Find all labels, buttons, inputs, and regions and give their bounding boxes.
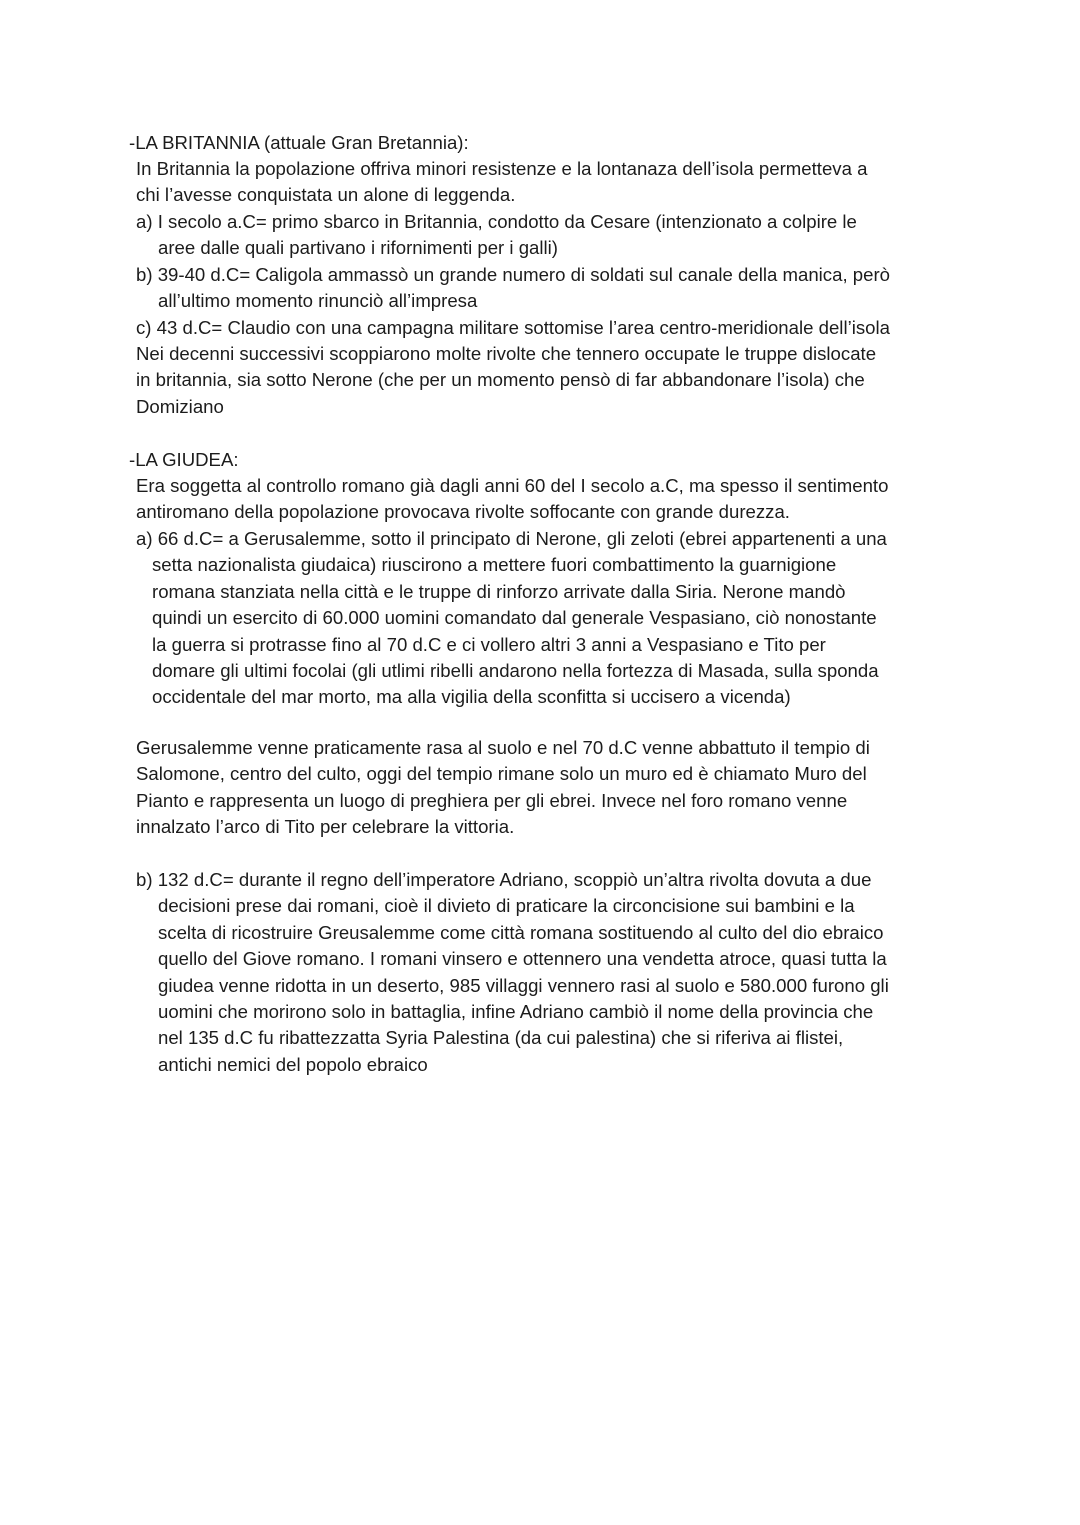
heading-text: -LA BRITANNIA (attuale Gran Bretannia): xyxy=(129,132,469,153)
list-item-line: domare gli ultimi focolai (gli utlimi ribelli andarono nella fortezza di Masada, sulla sponda xyxy=(152,659,879,681)
giudea-paragraph xyxy=(136,735,870,841)
list-item-line: b) 132 d.C= durante il regno dell’imperatore Adriano, scoppiò un’altra rivolta dovuta a due xyxy=(136,869,872,890)
britannia-item-b xyxy=(136,262,890,315)
list-item-line: quello del Giove romano. I romani vinsero e ottennero una vendetta atroce, quasi tutta la xyxy=(158,948,887,970)
text-line: Pianto e rappresenta un luogo di preghiera per gli ebrei. Invece nel foro romano venne xyxy=(136,789,848,811)
text-line: In Britannia la popolazione offriva minori resistenze e la lontanaza dell’isola permetteva a xyxy=(136,158,868,179)
list-item-line: c) 43 d.C= Claudio con una campagna militare sottomise l’area centro-meridionale dell’isola xyxy=(136,317,890,338)
giudea-heading xyxy=(129,447,239,473)
text-line: Gerusalemme venne praticamente rasa al suolo e nel 70 d.C venne abbattuto il tempio di xyxy=(136,737,870,758)
list-item-line: nel 135 d.C fu ribattezzatta Syria Palestina (da cui palestina) che si riferiva ai flistei, xyxy=(158,1027,844,1049)
text-line: innalzato l’arco di Tito per celebrare la vittoria. xyxy=(136,816,515,838)
text-line: Era soggetta al controllo romano già dagli anni 60 del I secolo a.C, ma spesso il sentimento xyxy=(136,475,889,496)
list-item-line: scelta di ricostruire Greusalemme come città romana sostituendo al culto del dio ebraico xyxy=(158,921,884,943)
britannia-heading xyxy=(129,130,469,156)
britannia-item-a xyxy=(136,209,857,262)
list-item-line: setta nazionalista giudaica) riuscirono a mettere fuori combattimento la guarnigione xyxy=(152,554,837,576)
text-line: in britannia, sia sotto Nerone (che per un momento pensò di far abbandonare l’isola) che xyxy=(136,369,865,391)
text-line: Domiziano xyxy=(136,395,224,417)
text-line: chi l’avesse conquistata un alone di leggenda. xyxy=(136,184,516,206)
list-item-line: giudea venne ridotta in un deserto, 985 villaggi vennero rasi al suolo e 580.000 furono gli xyxy=(158,974,889,996)
list-item-line: romana stanziata nella città e le truppe di rinforzo arrivate dalla Siria. Nerone mandò xyxy=(152,580,846,602)
text-line: Salomone, centro del culto, oggi del tempio rimane solo un muro ed è chiamato Muro del xyxy=(136,763,867,785)
list-item-line: b) 39-40 d.C= Caligola ammassò un grande numero di soldati sul canale della manica, però xyxy=(136,264,890,285)
text-line: Nei decenni successivi scoppiarono molte rivolte che tennero occupate le truppe dislocate xyxy=(136,343,877,364)
giudea-intro xyxy=(136,473,888,526)
heading-text: -LA GIUDEA: xyxy=(129,449,239,470)
list-item-line: quindi un esercito di 60.000 uomini comandato dal generale Vespasiano, ciò nonostante xyxy=(152,607,877,629)
giudea-item-b xyxy=(136,867,889,1078)
list-item-line: a) I secolo a.C= primo sbarco in Britannia, condotto da Cesare (intenzionato a colpire le xyxy=(136,211,857,232)
giudea-item-a xyxy=(136,526,887,711)
list-item-line: decisioni prese dai romani, cioè il divieto di praticare la circoncisione sui bambini e la xyxy=(158,895,855,917)
list-item-line: uomini che morirono solo in battaglia, infine Adriano cambiò il nome della provincia che xyxy=(158,1000,874,1022)
list-item-line: aree dalle quali partivano i rifornimenti per i galli) xyxy=(158,237,558,259)
list-item-line: a) 66 d.C= a Gerusalemme, sotto il principato di Nerone, gli zeloti (ebrei appartenenti a una xyxy=(136,528,887,549)
britannia-item-c xyxy=(136,315,890,341)
britannia-conclusion xyxy=(136,341,876,420)
britannia-intro xyxy=(136,156,867,209)
list-item-line: occidentale del mar morto, ma alla vigilia della sconfitta si uccisero a vicenda) xyxy=(152,686,791,708)
list-item-line: all’ultimo momento rinunciò all’impresa xyxy=(158,290,478,312)
list-item-line: antichi nemici del popolo ebraico xyxy=(158,1053,428,1075)
list-item-line: la guerra si protrasse fino al 70 d.C e ci vollero altri 3 anni a Vespasiano e Tito per xyxy=(152,633,826,655)
text-line: antiromano della popolazione provocava rivolte soffocante con grande durezza. xyxy=(136,501,790,523)
